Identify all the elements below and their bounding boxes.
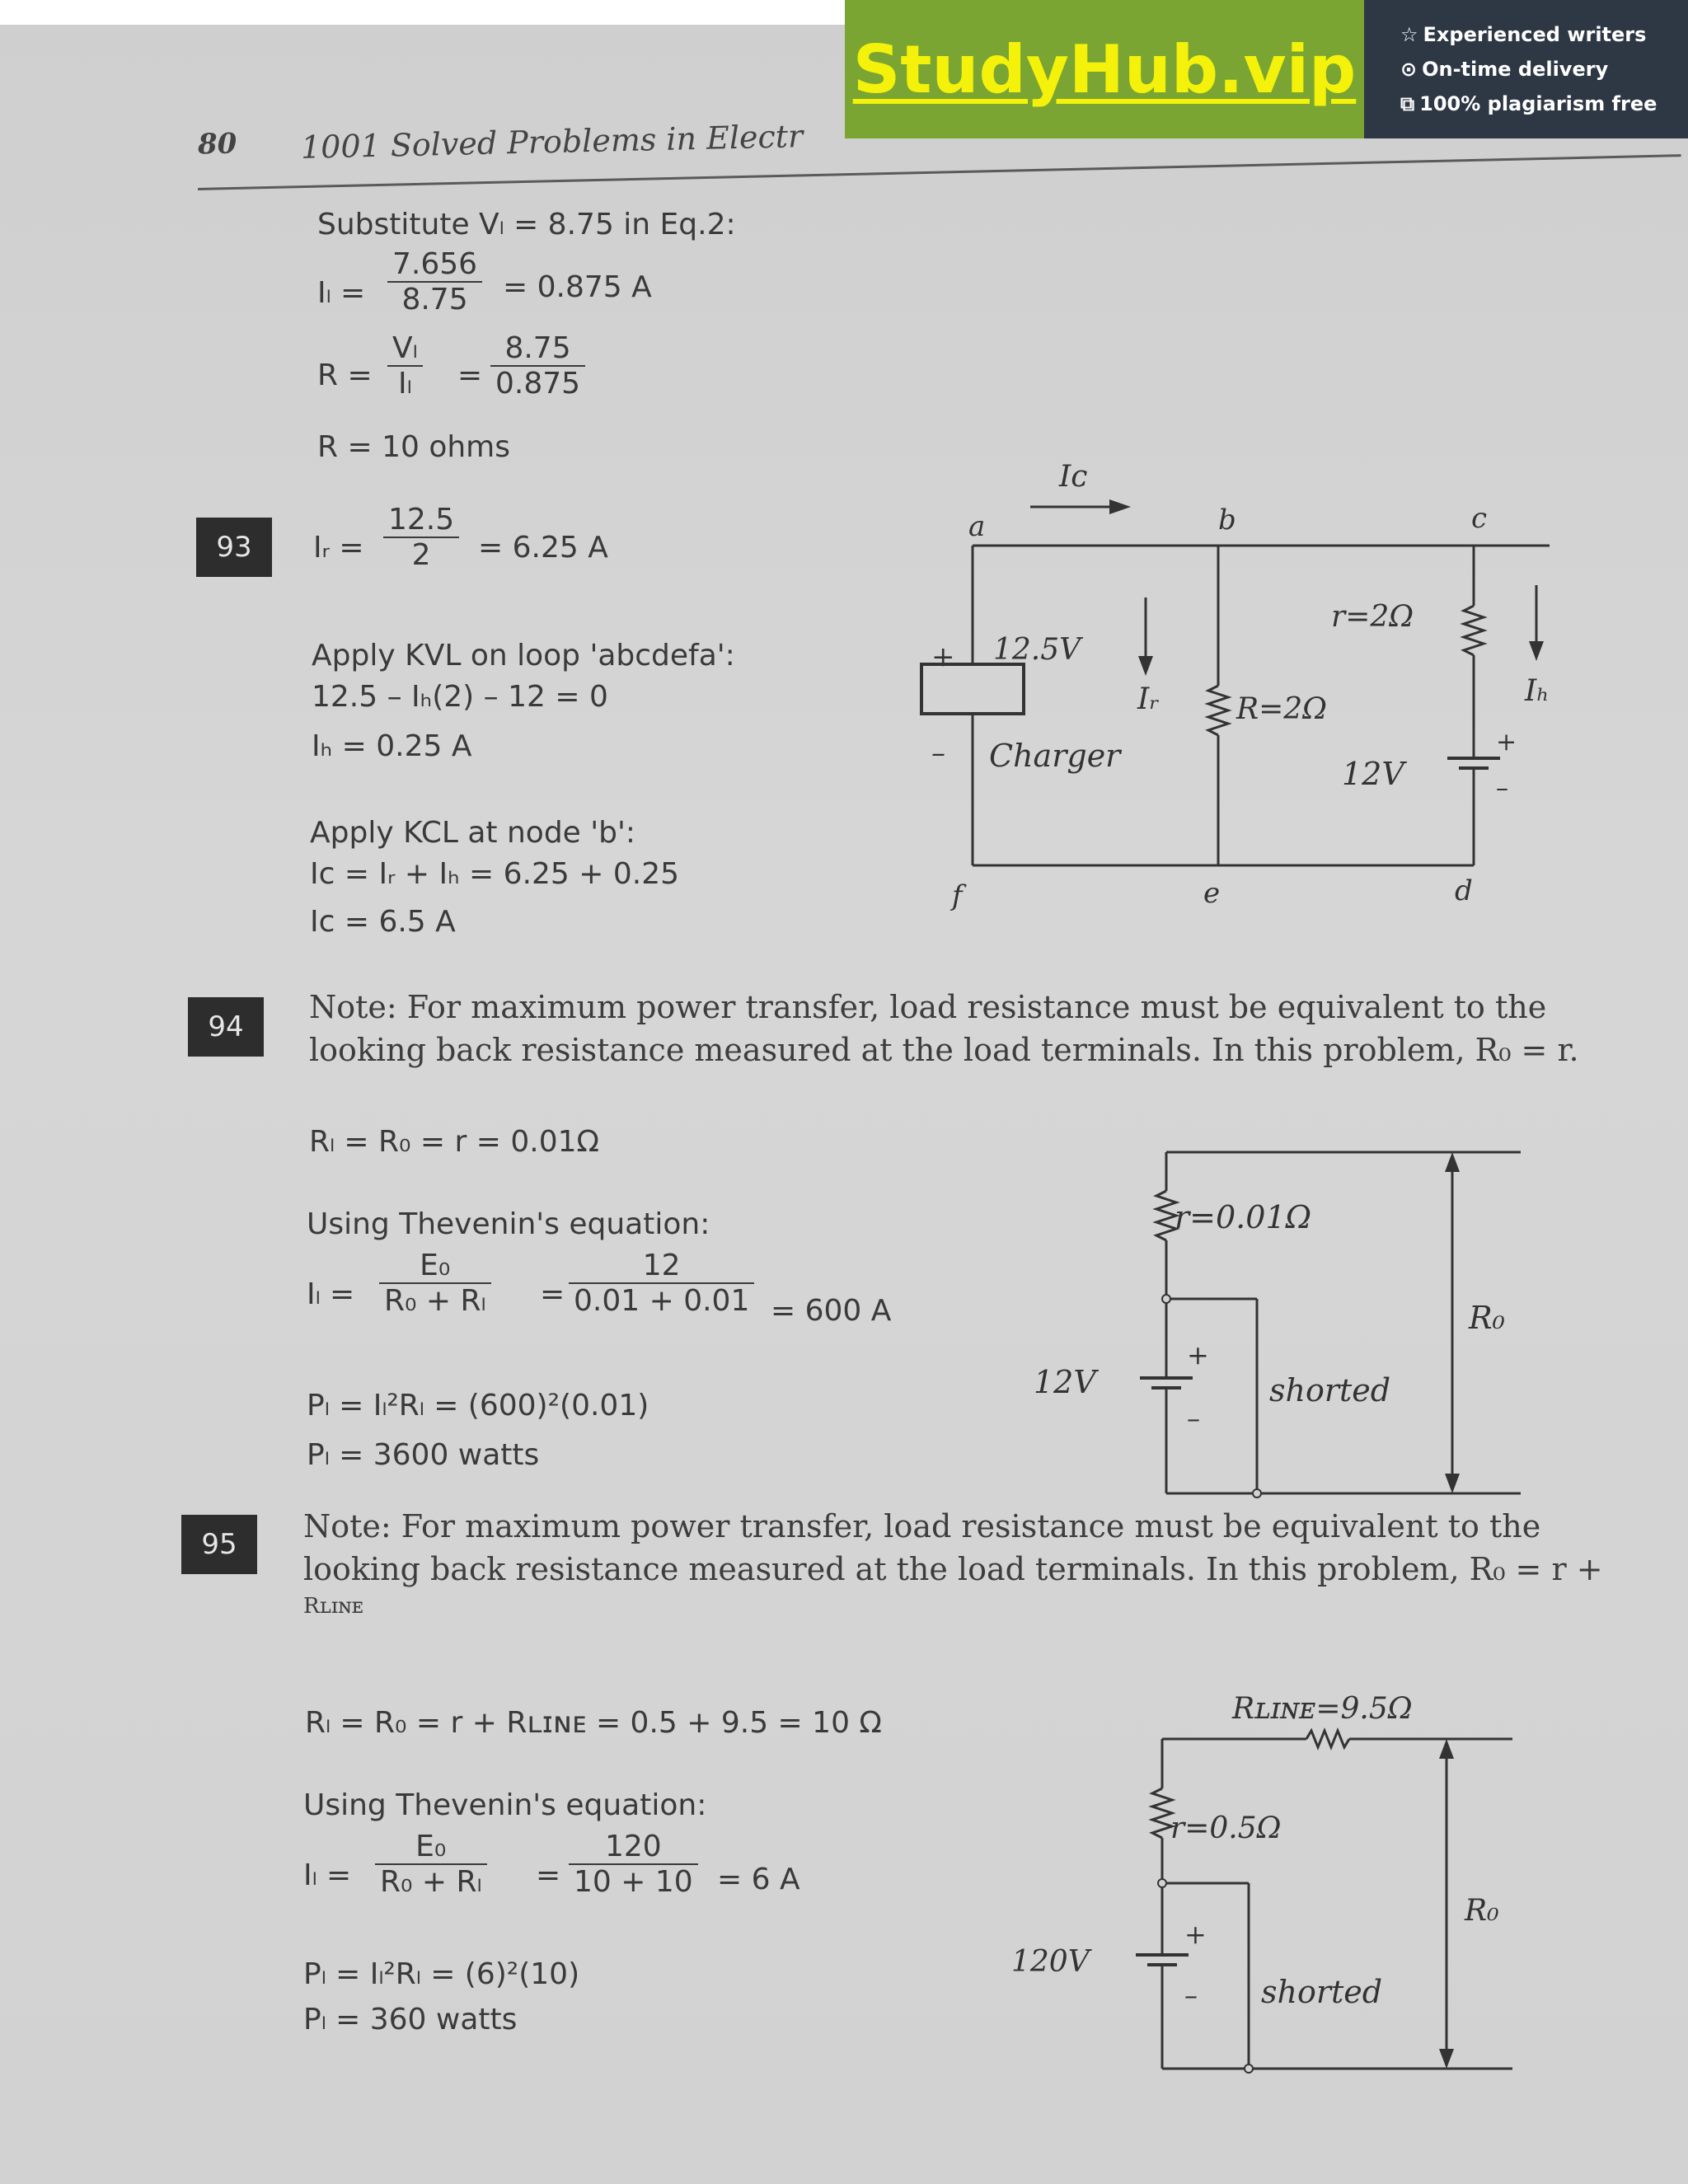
studyhub-ad-banner[interactable]	[845, 0, 1688, 138]
p92-r-lhs: R =	[317, 359, 373, 392]
battery-12v-label: 12V	[1342, 756, 1404, 792]
p94-battery-plus: +	[1187, 1339, 1209, 1371]
node-f-label: f	[952, 879, 963, 912]
battery-minus: –	[1496, 774, 1508, 803]
battery-plus: +	[1496, 728, 1517, 757]
p92-r-result: R = 10 ohms	[317, 430, 510, 464]
p94-eq: =	[540, 1277, 565, 1311]
p95-battery-plus: +	[1184, 1919, 1207, 1950]
charger-plus: +	[931, 640, 955, 673]
p93-kcl-equation: Iᴄ = Iᵣ + Iₕ = 6.25 + 0.25	[310, 857, 680, 891]
book-page	[0, 25, 1688, 2184]
p93-kvl-title: Apply KVL on loop 'abcdefa':	[312, 639, 735, 673]
p94-ro-label: R₀	[1469, 1300, 1505, 1336]
p92-il-lhs: Iₗ =	[317, 276, 366, 310]
ad-perk-text: On-time delivery	[1422, 58, 1609, 81]
p95-r-label: r=0.5Ω	[1170, 1811, 1282, 1845]
p92-r-fraction-1	[387, 331, 423, 401]
p95-thevenin-title: Using Thevenin's equation:	[303, 1788, 707, 1822]
p92-r-num2: 8.75	[490, 331, 585, 367]
node-a-label: a	[968, 510, 986, 543]
p95-frac1-den: R₀ + Rₗ	[380, 1865, 482, 1899]
ad-perk-text: 100% plagiarism free	[1419, 92, 1658, 115]
problem-93-badge: 93	[196, 518, 272, 577]
p94-shorted-label: shorted	[1269, 1372, 1391, 1408]
node-e-label: e	[1203, 877, 1221, 910]
ad-perks-list	[1364, 0, 1688, 138]
p93-kcl-result: Iᴄ = 6.5 A	[310, 905, 456, 939]
p92-r-den2: 0.875	[495, 367, 581, 401]
p94-frac1-num: E₀	[379, 1249, 491, 1284]
p95-frac2-num: 120	[569, 1830, 698, 1865]
node-b-label: b	[1218, 504, 1236, 537]
p93-kvl-equation: 12.5 – Iₕ(2) – 12 = 0	[312, 680, 608, 714]
current-ic-label: Iᴄ	[1059, 460, 1088, 494]
p92-substitute-line: Substitute Vₗ = 8.75 in Eq.2:	[317, 208, 736, 241]
node-d-label: d	[1455, 874, 1473, 907]
p92-il-den: 8.75	[401, 283, 468, 316]
studyhub-brand-text: StudyHub.vip	[852, 30, 1357, 108]
p94-source-label: 12V	[1034, 1364, 1096, 1400]
book-title: 1001 Solved Problems in Electr	[300, 118, 804, 166]
p93-kvl-result: Iₕ = 0.25 A	[312, 729, 472, 763]
p95-il-rhs: = 6 A	[717, 1863, 800, 1896]
charger-label: Charger	[989, 738, 1121, 774]
p95-source-label: 120V	[1011, 1945, 1090, 1979]
p92-il-num: 7.656	[387, 247, 482, 283]
ad-perk-plagiarism	[1400, 92, 1688, 115]
p94-power-equation: Pₗ = Iₗ²Rₗ = (600)²(0.01)	[307, 1389, 649, 1422]
p94-r-label: r=0.01Ω	[1175, 1199, 1312, 1235]
p92-r-den1: Iₗ	[398, 367, 412, 401]
current-ir-label: Iᵣ	[1137, 682, 1160, 716]
studyhub-brand-link[interactable]	[845, 0, 1364, 138]
p94-rl-line: Rₗ = R₀ = r = 0.01Ω	[309, 1125, 600, 1159]
problem-94-badge: 94	[188, 997, 264, 1057]
p95-eq: =	[536, 1858, 561, 1892]
p93-kcl-title: Apply KCL at node 'b':	[310, 816, 636, 850]
p95-fraction-1	[375, 1830, 487, 1899]
p92-il-rhs: = 0.875 A	[503, 270, 652, 304]
ad-perk-writers	[1400, 23, 1688, 46]
p95-shorted-label: shorted	[1261, 1974, 1383, 2010]
p95-il-lhs: Iₗ =	[303, 1858, 352, 1892]
ad-perk-delivery	[1400, 58, 1688, 81]
p92-r-eq: =	[457, 359, 483, 392]
p95-frac2-den: 10 + 10	[574, 1865, 693, 1899]
p93-ir-fraction	[383, 503, 459, 572]
resistor-r-label: r=2Ω	[1331, 600, 1414, 634]
resistor-R-label: R=2Ω	[1236, 692, 1328, 726]
p95-power-result: Pₗ = 360 watts	[303, 2003, 518, 2036]
p92-il-fraction	[387, 247, 482, 316]
p95-fraction-2	[569, 1830, 698, 1899]
p95-frac1-num: E₀	[375, 1830, 487, 1865]
p94-fraction-2	[569, 1249, 754, 1318]
p95-note-line-2: looking back resistance measured at the load terminals. In this problem, R₀ = r +	[303, 1551, 1603, 1587]
p92-r-num1: Vₗ	[387, 331, 423, 367]
charger-minus: –	[931, 737, 945, 770]
p95-battery-minus: –	[1184, 1980, 1198, 2011]
p94-frac2-den: 0.01 + 0.01	[574, 1284, 750, 1318]
star-icon: ☆	[1400, 23, 1418, 46]
p94-frac2-num: 12	[569, 1249, 754, 1284]
clock-icon: ⊙	[1400, 58, 1418, 81]
p93-ir-num: 12.5	[383, 503, 459, 538]
p94-thevenin-title: Using Thevenin's equation:	[307, 1207, 710, 1241]
p93-ir-den: 2	[411, 538, 431, 572]
p93-ir-lhs: Iᵣ =	[313, 531, 364, 565]
p93-ir-rhs: = 6.25 A	[478, 531, 608, 565]
copy-icon: ⧉	[1400, 92, 1415, 115]
p94-power-result: Pₗ = 3600 watts	[307, 1438, 540, 1472]
p95-ro-label: R₀	[1465, 1894, 1499, 1928]
p94-battery-minus: –	[1187, 1403, 1200, 1434]
p94-fraction-1	[379, 1249, 491, 1318]
p94-frac1-den: R₀ + Rₗ	[384, 1284, 486, 1318]
p95-circuit-diagram	[1001, 1681, 1537, 2093]
current-ib-label: Iₕ	[1525, 674, 1550, 708]
problem-95-badge: 95	[181, 1515, 257, 1574]
p95-power-equation: Pₗ = Iₗ²Rₗ = (6)²(10)	[303, 1957, 580, 1991]
p94-il-rhs: = 600 A	[771, 1294, 892, 1328]
node-c-label: c	[1471, 502, 1488, 535]
p95-note-line-1: Note: For maximum power transfer, load resistance must be equivalent to the	[303, 1508, 1541, 1544]
source-voltage-label: 12.5V	[993, 633, 1081, 667]
p94-circuit-diagram	[1022, 1113, 1541, 1516]
p94-il-lhs: Iₗ =	[307, 1277, 355, 1311]
p93-circuit-diagram	[874, 429, 1550, 940]
p95-rline-label: Rʟɪɴᴇ=9.5Ω	[1232, 1692, 1413, 1726]
ad-perk-text: Experienced writers	[1423, 23, 1647, 46]
p92-r-fraction-2	[490, 331, 585, 401]
page-number: 80	[197, 127, 237, 162]
p94-note-line-1: Note: For maximum power transfer, load resistance must be equivalent to the	[309, 989, 1547, 1025]
p95-rl-line: Rₗ = R₀ = r + Rʟɪɴᴇ = 0.5 + 9.5 = 10 Ω	[305, 1706, 882, 1740]
p95-note-line-3: Rʟɪɴᴇ	[303, 1594, 364, 1619]
p94-note-line-2: looking back resistance measured at the load terminals. In this problem, R₀ = r.	[309, 1032, 1579, 1068]
